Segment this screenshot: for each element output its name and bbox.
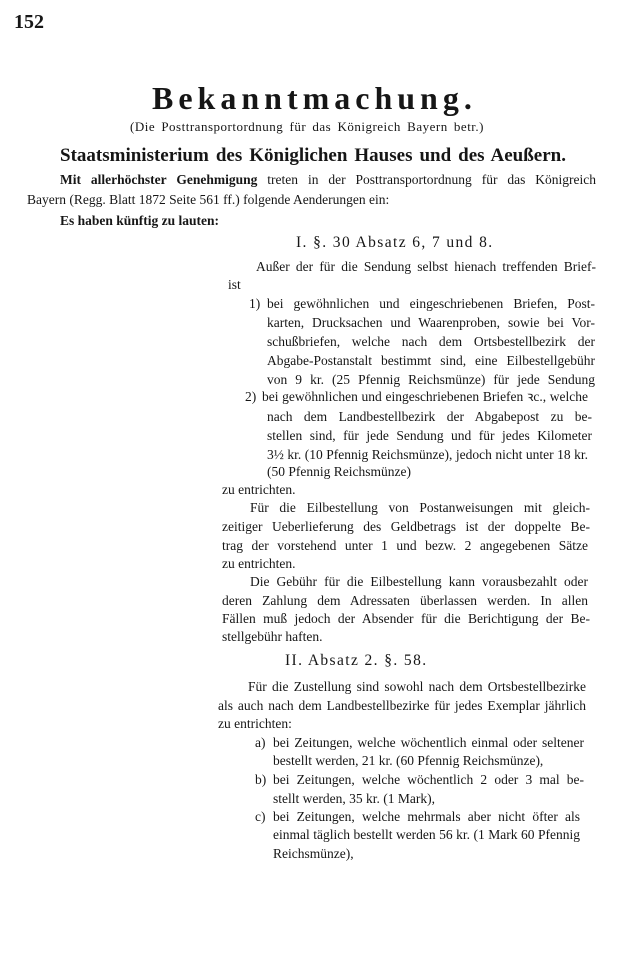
item-line: nach dem Landbestellbezirk der Abgabepost zu be- [267,409,592,424]
section-heading: II. Absatz 2. §. 58. [285,652,428,669]
preamble-line-1 [60,172,596,188]
text-line: trag der vorstehend unter 1 und bezw. 2 angegebenen Sätze [222,538,588,553]
item-line: 3½ kr. (10 Pfennig Reichsmünze), jedoch nicht unter 18 kr. [267,447,588,462]
item-line: bei Zeitungen, welche wöchentlich 2 oder 3 mal be- [273,772,584,787]
item-line: Abgabe-Postanstalt bestimmt sind, eine Eilbestellgebühr [267,353,595,368]
item-line: bei Zeitungen, welche mehrmals aber nicht öfter als [273,809,580,824]
text-line: zeitiger Ueberlieferung des Geldbetrags ist der doppelte Be- [222,519,590,534]
preamble-line-2: Bayern (Regg. Blatt 1872 Seite 561 ff.) folgende Aenderungen ein: [27,192,390,207]
page-number: 152 [14,11,44,33]
text-line: zu entrichten. [222,556,296,571]
text-line: zu entrichten: [218,716,292,731]
text-line: Außer der für die Sendung selbst hienach treffenden Brief- [256,259,596,274]
item-line: schußbriefen, welche nach dem Ortsbestellbezirk der [267,334,595,349]
text-line: stellgebühr haften. [222,629,323,644]
text-line: ist [228,277,241,292]
ministry-heading: Staatsministerium des Königlichen Hauses und des Aeußern. [60,145,566,166]
document-subtitle: (Die Posttransportordnung für das Königreich Bayern betr.) [130,119,484,134]
list-marker: 1) [249,296,261,311]
list-marker: b) [255,772,267,787]
item-line: von 9 kr. (25 Pfennig Reichsmünze) für jede Sendung [267,372,595,387]
item-line: stellt werden, 35 kr. (1 Mark), [273,791,435,806]
item-line: stellen sind, für jede Sendung und für jedes Kilometer [267,428,592,443]
item-line: (50 Pfennig Reichsmünze) [267,464,411,479]
item-line: bestellt werden, 21 kr. (60 Pfennig Reichsmünze), [273,753,544,768]
section-heading: I. §. 30 Absatz 6, 7 und 8. [296,234,494,251]
text-line: deren Zahlung dem Adressaten überlassen werden. In allen [222,593,588,608]
text-line: als auch nach dem Landbestellbezirke für jedes Exemplar jährlich [218,698,586,713]
document-title: Bekanntmachung. [152,80,477,116]
list-marker: a) [255,735,266,750]
text-line: zu entrichten. [222,482,296,497]
item-line: bei gewöhnlichen und eingeschriebenen Briefen ꝛc., welche [262,389,588,404]
item-line: bei gewöhnlichen und eingeschriebenen Briefen, Post- [267,296,595,311]
preamble-announcement: Es haben künftig zu lauten: [60,213,220,228]
text-line: Die Gebühr für die Eilbestellung kann vorausbezahlt oder [250,574,588,589]
preamble-lead-bold: Mit allerhöchster Genehmigung [60,172,258,187]
item-line: bei Zeitungen, welche wöchentlich einmal oder seltener [273,735,584,750]
list-marker: c) [255,809,266,824]
text-line: Fällen muß jedoch der Absender für die Berichtigung der Be- [222,611,590,626]
item-line: einmal täglich bestellt werden 56 kr. (1 Mark 60 Pfennig [273,827,580,842]
item-line: Reichsmünze), [273,846,354,861]
item-line: karten, Drucksachen und Waarenproben, sowie bei Vor- [267,315,595,330]
text-line: Für die Zustellung sind sowohl nach dem Ortsbestellbezirke [248,679,586,694]
list-marker: 2) [245,389,257,404]
preamble-line-1-rest: treten in der Posttransportordnung für das Königreich [267,172,597,187]
text-line: Für die Eilbestellung von Postanweisungen mit gleich- [250,500,590,515]
